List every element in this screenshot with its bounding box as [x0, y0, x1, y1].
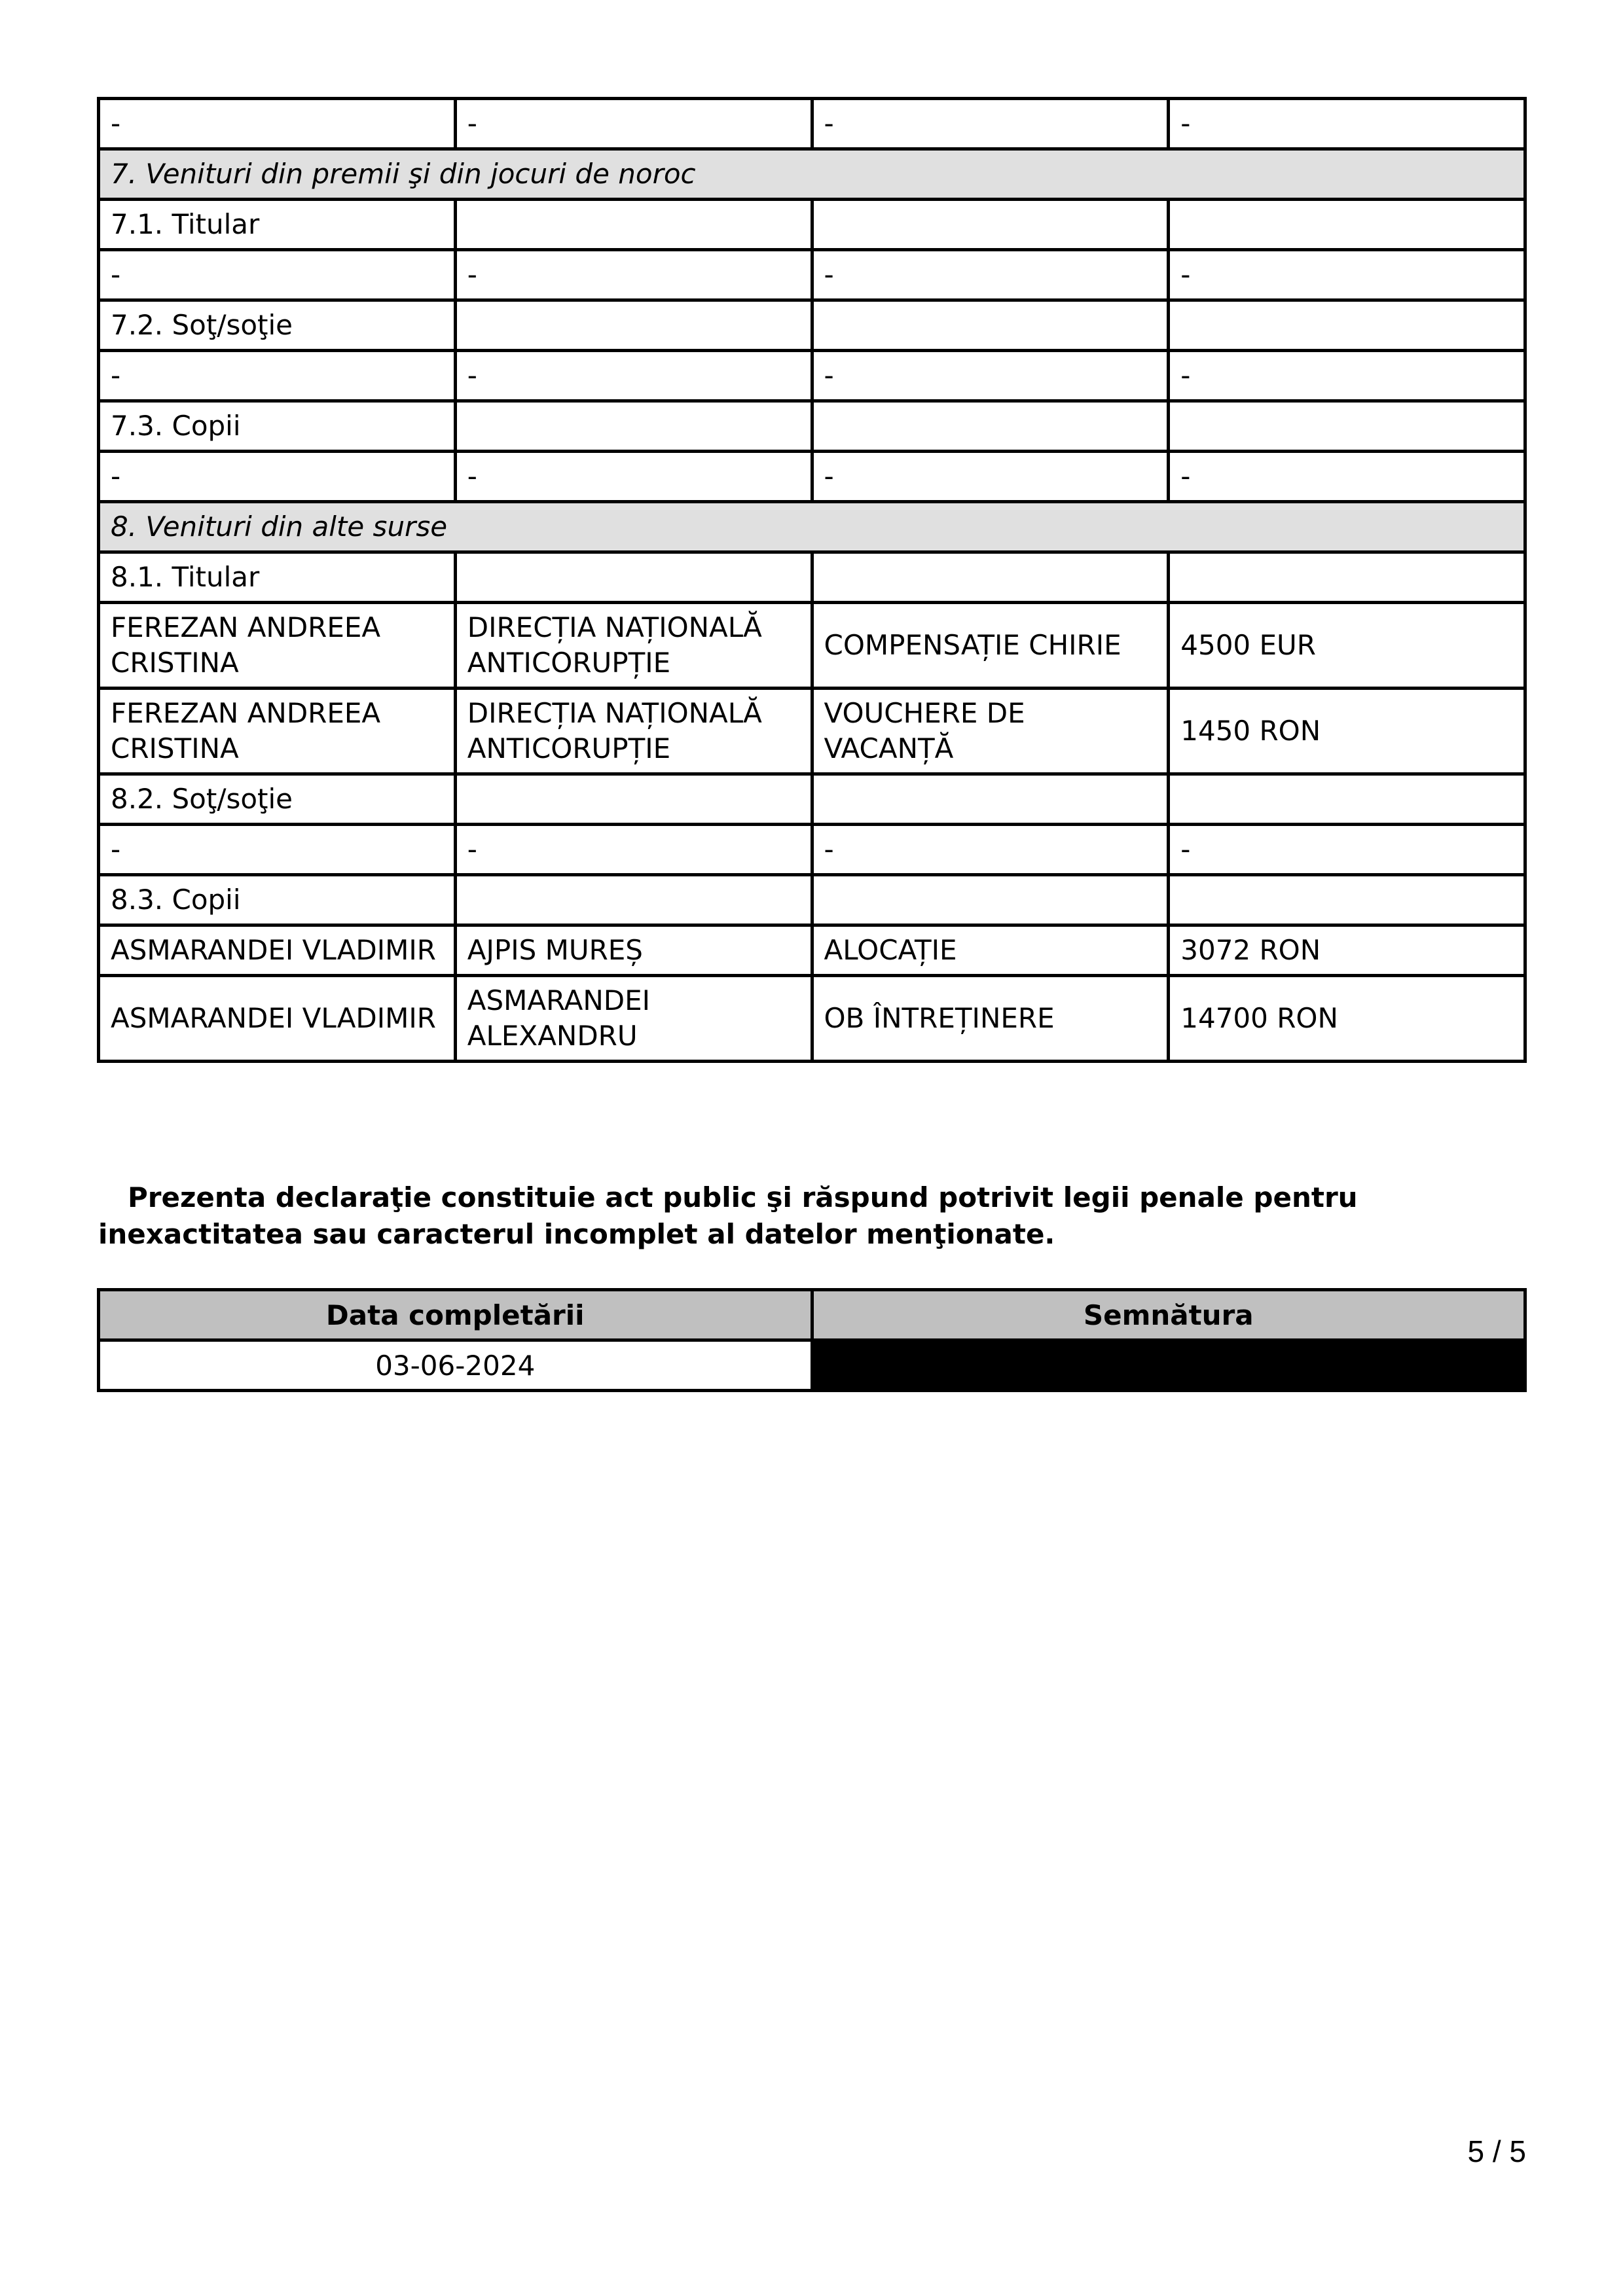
signature-table-row	[99, 1340, 1525, 1391]
table-cell	[812, 300, 1169, 351]
date-header: Data completării	[99, 1290, 812, 1340]
table-cell	[812, 774, 1169, 825]
table-cell: -	[99, 825, 456, 875]
table-cell: -	[455, 452, 812, 502]
table-cell: OB ÎNTREȚINERE	[812, 976, 1169, 1062]
signature-header: Semnătura	[812, 1290, 1525, 1340]
income-table	[97, 97, 1527, 1063]
table-cell: 1450 RON	[1169, 689, 1525, 774]
table-row	[99, 552, 1525, 603]
section-header-row	[99, 149, 1525, 200]
table-cell: -	[99, 452, 456, 502]
table-cell	[1169, 552, 1525, 603]
table-cell: -	[1169, 351, 1525, 401]
table-cell: 4500 EUR	[1169, 603, 1525, 689]
table-cell	[455, 875, 812, 925]
table-row	[99, 976, 1525, 1062]
signature-table-header	[99, 1290, 1525, 1340]
table-cell: COMPENSAȚIE CHIRIE	[812, 603, 1169, 689]
table-row	[99, 99, 1525, 149]
table-cell: -	[812, 351, 1169, 401]
table-cell	[1169, 200, 1525, 250]
table-cell: -	[812, 250, 1169, 300]
table-row	[99, 925, 1525, 976]
table-cell	[455, 200, 812, 250]
table-cell: -	[99, 351, 456, 401]
table-cell	[455, 401, 812, 452]
table-row	[99, 300, 1525, 351]
completion-date: 03-06-2024	[99, 1340, 812, 1391]
table-cell: -	[1169, 99, 1525, 149]
table-cell	[812, 200, 1169, 250]
table-row	[99, 452, 1525, 502]
table-cell: 8.2. Soţ/soţie	[99, 774, 456, 825]
table-cell: 8.1. Titular	[99, 552, 456, 603]
table-cell	[1169, 875, 1525, 925]
table-cell: -	[1169, 825, 1525, 875]
table-row	[99, 200, 1525, 250]
signature-redacted-box	[812, 1340, 1525, 1391]
table-cell: -	[1169, 452, 1525, 502]
table-cell: -	[455, 825, 812, 875]
table-cell: 7.3. Copii	[99, 401, 456, 452]
table-cell	[1169, 401, 1525, 452]
table-cell: -	[99, 250, 456, 300]
table-cell: -	[812, 825, 1169, 875]
table-cell: 3072 RON	[1169, 925, 1525, 976]
table-row	[99, 401, 1525, 452]
table-cell: 7.1. Titular	[99, 200, 456, 250]
section-header-row	[99, 502, 1525, 552]
signature-table	[97, 1288, 1527, 1392]
table-cell: -	[812, 452, 1169, 502]
table-cell: -	[455, 351, 812, 401]
table-cell	[455, 774, 812, 825]
table-cell: 8.3. Copii	[99, 875, 456, 925]
table-cell	[455, 300, 812, 351]
table-cell	[812, 401, 1169, 452]
table-row	[99, 603, 1525, 689]
table-row	[99, 250, 1525, 300]
table-cell: -	[455, 250, 812, 300]
table-row	[99, 825, 1525, 875]
table-cell: ASMARANDEI VLADIMIR	[99, 976, 456, 1062]
table-cell	[1169, 300, 1525, 351]
page-number: 5 / 5	[1467, 2134, 1526, 2168]
table-cell: -	[1169, 250, 1525, 300]
section-header-label: 8. Venituri din alte surse	[99, 502, 1525, 552]
table-cell: 7.2. Soţ/soţie	[99, 300, 456, 351]
section-header-label: 7. Venituri din premii şi din jocuri de noroc	[99, 149, 1525, 200]
table-cell: 14700 RON	[1169, 976, 1525, 1062]
table-cell: -	[455, 99, 812, 149]
table-cell: FEREZAN ANDREEA CRISTINA	[99, 603, 456, 689]
table-cell	[1169, 774, 1525, 825]
table-cell	[455, 552, 812, 603]
table-row	[99, 689, 1525, 774]
table-cell: ASMARANDEI VLADIMIR	[99, 925, 456, 976]
table-cell: VOUCHERE DE VACANȚĂ	[812, 689, 1169, 774]
table-row	[99, 774, 1525, 825]
table-cell: AJPIS MUREȘ	[455, 925, 812, 976]
table-cell: -	[99, 99, 456, 149]
declaration-text: Prezenta declaraţie constituie act public şi răspund potrivit legii penale pentru inexactitatea sau caracterul incomplet al datelor menţionate.	[98, 1181, 1358, 1250]
table-cell: -	[812, 99, 1169, 149]
table-cell	[812, 875, 1169, 925]
table-cell: FEREZAN ANDREEA CRISTINA	[99, 689, 456, 774]
table-cell: ALOCAȚIE	[812, 925, 1169, 976]
table-cell: DIRECȚIA NAȚIONALĂ ANTICORUPȚIE	[455, 603, 812, 689]
table-row	[99, 875, 1525, 925]
table-cell: ASMARANDEI ALEXANDRU	[455, 976, 812, 1062]
table-cell: DIRECȚIA NAȚIONALĂ ANTICORUPȚIE	[455, 689, 812, 774]
table-cell	[812, 552, 1169, 603]
table-row	[99, 351, 1525, 401]
